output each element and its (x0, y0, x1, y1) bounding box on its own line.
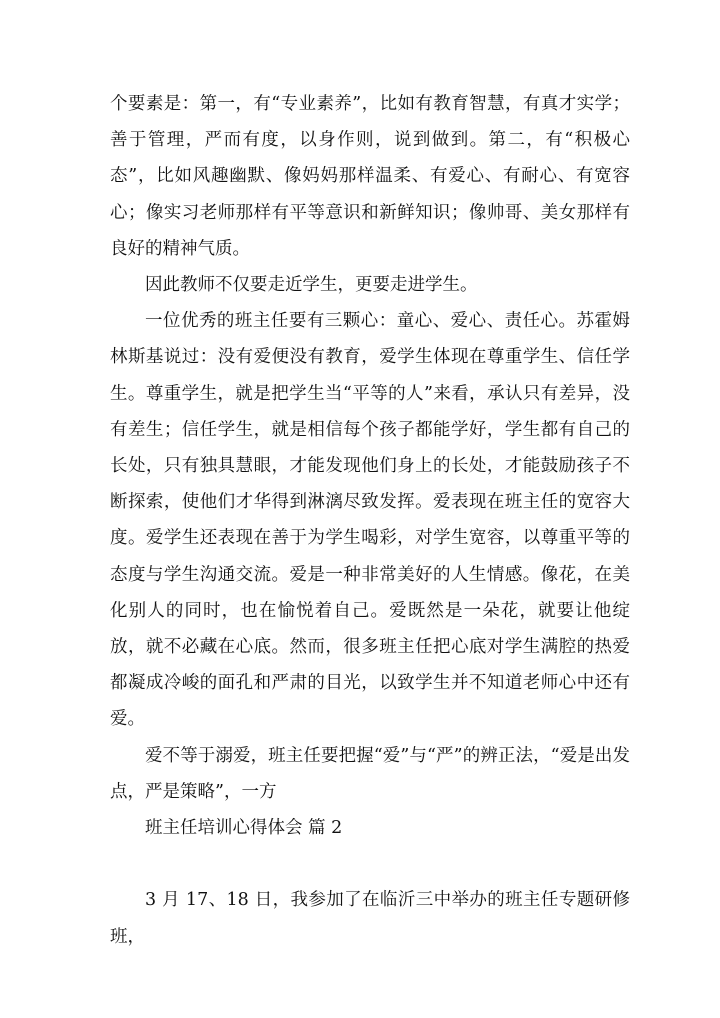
section-heading: 班主任培训心得体会 篇 2 (145, 818, 343, 839)
paragraph-three-hearts: 一位优秀的班主任要有三颗心：童心、爱心、责任心。苏霍姆林斯基说过：没有爱便没有教育，爱学生体现在尊重学生、信任学生。尊重学生，就是把学生当“平等的人”来看，承认只有差异，没有差生；信任学生，就是相信每个孩子都能学好，学生都有自己的长处，只有独具慧眼，才能发现他们身上的长处，才能鼓励孩子不断探索，使他们才华得到淋漓尽致发挥。爱表现在班主任的宽容大度。爱学生还表现在善于为学生喝彩，对学生宽容，以尊重平等的态度与学生沟通交流。爱是一种非常美好的人生情感。像花，在美化别人的同时，也在愉悦着自己。爱既然是一朵花，就要让他绽放，就不必藏在心底。然而，很多班主任把心底对学生满腔的热爱都凝成冷峻的面孔和严肃的目光，以致学生并不知道老师心中还有爱。 (110, 311, 630, 730)
paragraph-love-not-spoil: 爱不等于溺爱，班主任要把握“爱”与“严”的辨正法，“爱是出发点，严是策略”，一方 (110, 745, 630, 802)
document-body (110, 86, 630, 955)
blank-line (110, 846, 630, 882)
paragraph-training-intro: 3 月 17、18 日，我参加了在临沂三中举办的班主任专题研修班， (110, 890, 630, 947)
paragraph-approach-students: 因此教师不仅要走近学生，更要走进学生。 (145, 275, 478, 296)
paragraph-teacher-qualities: 个要素是：第一，有“专业素养”，比如有教育智慧，有真才实学；善于管理，严而有度，以身作则，说到做到。第二，有“积极心态”，比如风趣幽默、像妈妈那样温柔、有爱心、有耐心、有宽容心；像实习老师那样有平等意识和新鲜知识；像帅哥、美女那样有良好的精神气质。 (110, 94, 630, 259)
